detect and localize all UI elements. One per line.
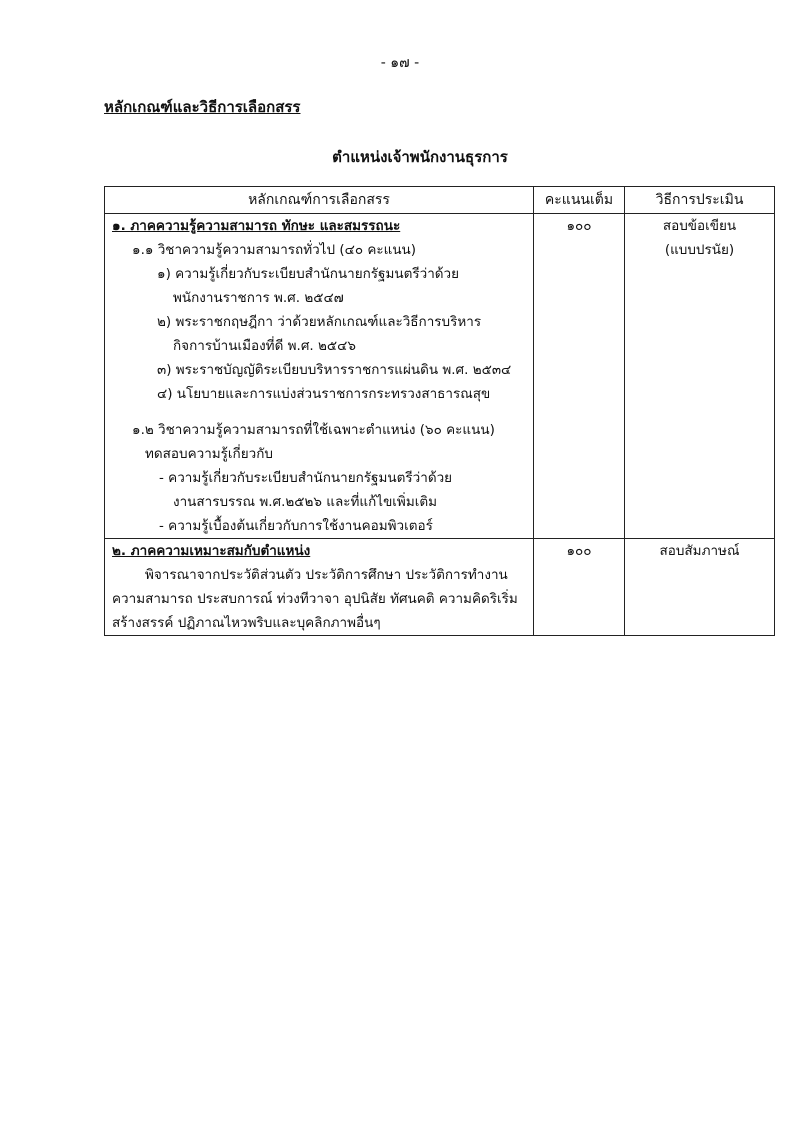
header-full-score: คะแนนเต็ม	[534, 187, 625, 214]
section-1-score: ๑๐๐	[566, 218, 592, 234]
section-1-method-cell	[625, 214, 775, 539]
bullet-1b: งานสารบรรณ พ.ศ.๒๕๒๖ และที่แก้ไขเพิ่มเติม	[173, 494, 437, 510]
item-2b: กิจการบ้านเมืองที่ดี พ.ศ. ๒๕๔๖	[173, 338, 356, 354]
section-1-score-cell	[534, 214, 625, 539]
section-2-line-2: ความสามารถ ประสบการณ์ ท่วงทีวาจา อุปนิสัย ทัศนคติ ความคิดริเริ่ม	[112, 591, 518, 607]
header-assessment-method: วิธีการประเมิน	[625, 187, 775, 214]
item-1b: พนักงานราชการ พ.ศ. ๒๕๔๗	[173, 290, 344, 306]
subsection-1-2: ๑.๒ วิชาความรู้ความสามารถที่ใช้เฉพาะตำแหน่ง (๖๐ คะแนน)	[132, 422, 495, 438]
criteria-table	[104, 186, 775, 636]
item-3: ๓) พระราชบัญญัติระเบียบบริหารราชการแผ่นดิน พ.ศ. ๒๕๓๔	[157, 362, 512, 378]
subsection-1-2-intro: ทดสอบความรู้เกี่ยวกับ	[145, 446, 273, 462]
section-1-title: ๑. ภาคความรู้ความสามารถ ทักษะ และสมรรถนะ	[112, 218, 401, 234]
section-1-criteria	[105, 214, 534, 539]
table-row-section-1	[105, 214, 775, 539]
position-title: ตำแหน่งเจ้าพนักงานธุรการ	[332, 148, 508, 166]
section-2-line-3: สร้างสรรค์ ปฏิภาณไหวพริบและบุคลิกภาพอื่นๆ	[112, 615, 381, 631]
section-2-criteria	[105, 539, 534, 636]
section-2-method-cell	[625, 539, 775, 636]
bullet-2: - ความรู้เบื้องต้นเกี่ยวกับการใช้งานคอมพิวเตอร์	[159, 518, 433, 534]
section-1-method-line-2: (แบบปรนัย)	[664, 242, 735, 258]
item-2a: ๒) พระราชกฤษฎีกา ว่าด้วยหลักเกณฑ์และวิธีการบริหาร	[157, 314, 482, 330]
item-1a: ๑) ความรู้เกี่ยวกับระเบียบสำนักนายกรัฐมนตรีว่าด้วย	[157, 266, 460, 282]
page-heading: หลักเกณฑ์และวิธีการเลือกสรร	[104, 98, 301, 116]
section-1-method-line-1: สอบข้อเขียน	[662, 218, 737, 234]
section-2-score-cell	[534, 539, 625, 636]
subsection-1-1: ๑.๑ วิชาความรู้ความสามารถทั่วไป (๔๐ คะแนน)	[132, 242, 417, 258]
item-4: ๔) นโยบายและการแบ่งส่วนราชการกระทรวงสาธารณสุข	[157, 386, 491, 402]
header-criteria: หลักเกณฑ์การเลือกสรร	[105, 187, 534, 214]
table-row-section-2	[105, 539, 775, 636]
section-2-line-1: พิจารณาจากประวัติส่วนตัว ประวัติการศึกษา ประวัติการทำงาน	[145, 567, 508, 583]
section-2-score: ๑๐๐	[566, 543, 592, 559]
section-2-method: สอบสัมภาษณ์	[659, 543, 740, 559]
table-header-row	[105, 187, 775, 214]
bullet-1a: - ความรู้เกี่ยวกับระเบียบสำนักนายกรัฐมนตรีว่าด้วย	[159, 470, 453, 486]
page-number: - ๑๗ -	[380, 55, 420, 71]
section-2-title: ๒. ภาคความเหมาะสมกับตำแหน่ง	[112, 543, 311, 559]
